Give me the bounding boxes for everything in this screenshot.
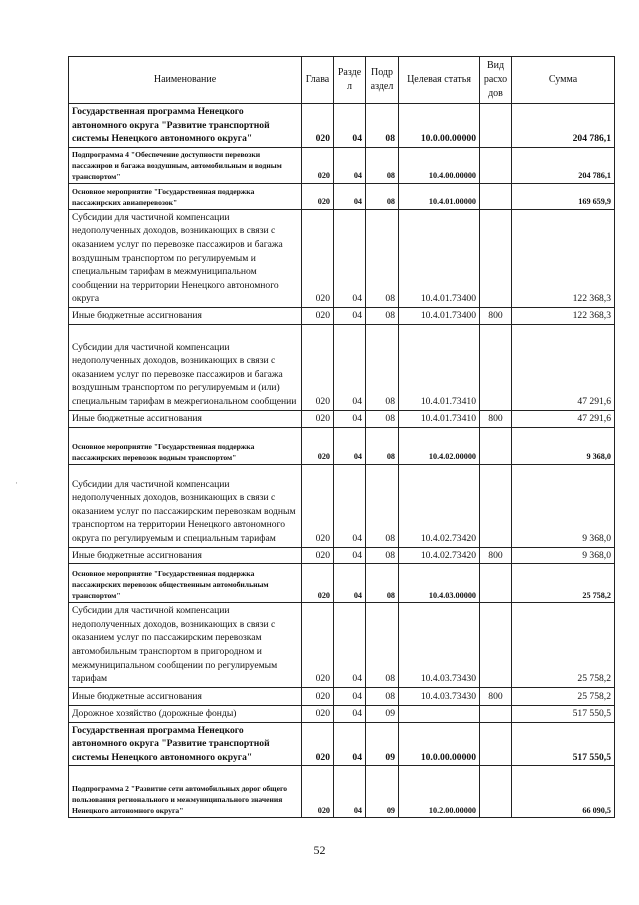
row-razdel: 04	[334, 147, 366, 183]
row-glava: 020	[302, 324, 334, 410]
row-vid	[480, 766, 512, 818]
row-podrazdel: 08	[366, 687, 399, 705]
row-glava: 020	[302, 307, 334, 324]
row-glava: 020	[302, 603, 334, 688]
row-podrazdel: 08	[366, 603, 399, 688]
row-vid	[480, 564, 512, 603]
row-podrazdel: 09	[366, 722, 399, 766]
table-row	[69, 687, 615, 705]
row-podrazdel: 08	[366, 104, 399, 148]
row-summa: 517 550,5	[512, 705, 615, 722]
row-summa: 66 090,5	[512, 766, 615, 818]
table-row	[69, 722, 615, 766]
row-razdel: 04	[334, 564, 366, 603]
row-razdel: 04	[334, 687, 366, 705]
row-summa: 204 786,1	[512, 147, 615, 183]
row-razdel: 04	[334, 722, 366, 766]
row-vid	[480, 104, 512, 148]
row-summa: 9 368,0	[512, 427, 615, 464]
row-name: Иные бюджетные ассигнования	[69, 547, 302, 564]
row-podrazdel: 08	[366, 464, 399, 547]
row-summa: 169 659,9	[512, 183, 615, 209]
row-vid	[480, 722, 512, 766]
row-razdel: 04	[334, 410, 366, 427]
row-celevaya: 10.4.01.73400	[399, 209, 480, 307]
row-podrazdel: 08	[366, 410, 399, 427]
row-celevaya: 10.4.03.73430	[399, 687, 480, 705]
row-celevaya: 10.4.02.73420	[399, 464, 480, 547]
row-celevaya: 10.0.00.00000	[399, 722, 480, 766]
col-header-celevaya: Целевая статья	[399, 57, 480, 104]
col-header-razdel: Разде л	[334, 57, 366, 104]
row-razdel: 04	[334, 307, 366, 324]
col-header-name: Наименование	[69, 57, 302, 104]
table-row	[69, 209, 615, 307]
row-razdel: 04	[334, 603, 366, 688]
row-celevaya: 10.4.02.73420	[399, 547, 480, 564]
row-name: Основное мероприятие "Государственная поддержка пассажирских авиаперевозок"	[69, 183, 302, 209]
row-summa: 517 550,5	[512, 722, 615, 766]
row-summa: 25 758,2	[512, 687, 615, 705]
table-row	[69, 564, 615, 603]
row-razdel: 04	[334, 209, 366, 307]
row-razdel: 04	[334, 705, 366, 722]
row-glava: 020	[302, 183, 334, 209]
row-vid	[480, 427, 512, 464]
row-glava: 020	[302, 410, 334, 427]
row-vid: 800	[480, 547, 512, 564]
row-summa: 25 758,2	[512, 564, 615, 603]
table-row	[69, 603, 615, 688]
row-name: Субсидии для частичной компенсации недополученных доходов, возникающих в связи с оказанием услуг по пассажирским перевозкам водным транспортом на территории Ненецкого автономного округа по регулируемым и специальным тарифам	[69, 464, 302, 547]
row-razdel: 04	[334, 766, 366, 818]
col-header-podrazdel: Подр аздел	[366, 57, 399, 104]
row-summa: 47 291,6	[512, 324, 615, 410]
row-glava: 020	[302, 464, 334, 547]
row-vid	[480, 705, 512, 722]
row-name: Основное мероприятие "Государственная поддержка пассажирских перевозок водным транспортом"	[69, 427, 302, 464]
row-summa: 9 368,0	[512, 464, 615, 547]
row-podrazdel: 09	[366, 766, 399, 818]
row-podrazdel: 08	[366, 324, 399, 410]
table-row	[69, 307, 615, 324]
row-name: Государственная программа Ненецкого автономного округа "Развитие транспортной системы Ненецкого автономного округа"	[69, 722, 302, 766]
row-celevaya: 10.4.03.00000	[399, 564, 480, 603]
row-podrazdel: 08	[366, 307, 399, 324]
table-row	[69, 183, 615, 209]
table-row	[69, 766, 615, 818]
table-row	[69, 410, 615, 427]
row-name: Подпрограмма 4 "Обеспечение доступности перевозки пассажиров и багажа воздушным, автомобильным и водным транспортом"	[69, 147, 302, 183]
row-glava: 020	[302, 687, 334, 705]
row-name: Субсидии для частичной компенсации недополученных доходов, возникающих в связи с оказанием услуг по пассажирским перевозкам автомобильным транспортом в пригородном и межмуниципальном сообщении по регулируемым тарифам	[69, 603, 302, 688]
row-vid	[480, 209, 512, 307]
row-vid	[480, 147, 512, 183]
row-celevaya: 10.4.01.00000	[399, 183, 480, 209]
row-razdel: 04	[334, 464, 366, 547]
table-row	[69, 324, 615, 410]
row-vid	[480, 464, 512, 547]
col-header-glava: Глава	[302, 57, 334, 104]
table-header-row	[69, 57, 615, 104]
row-razdel: 04	[334, 547, 366, 564]
col-header-vid: Вид расхо дов	[480, 57, 512, 104]
row-summa: 122 368,3	[512, 209, 615, 307]
row-name: Иные бюджетные ассигнования	[69, 687, 302, 705]
row-summa: 25 758,2	[512, 603, 615, 688]
row-glava: 020	[302, 547, 334, 564]
row-razdel: 04	[334, 183, 366, 209]
budget-table	[68, 56, 615, 818]
row-glava: 020	[302, 104, 334, 148]
row-celevaya: 10.0.00.00000	[399, 104, 480, 148]
table-row	[69, 547, 615, 564]
row-summa: 122 368,3	[512, 307, 615, 324]
row-name: Субсидии для частичной компенсации недополученных доходов, возникающих в связи с оказанием услуг по перевозке пассажиров и багажа воздушным транспортом по регулируемым и (или) специальным тарифам в межрегиональном сообщении	[69, 324, 302, 410]
row-razdel: 04	[334, 104, 366, 148]
row-podrazdel: 08	[366, 427, 399, 464]
row-celevaya: 10.4.03.73430	[399, 603, 480, 688]
table-row	[69, 427, 615, 464]
row-vid	[480, 603, 512, 688]
table-row	[69, 104, 615, 148]
row-vid	[480, 324, 512, 410]
row-celevaya: 10.4.02.00000	[399, 427, 480, 464]
row-glava: 020	[302, 427, 334, 464]
row-podrazdel: 08	[366, 209, 399, 307]
row-glava: 020	[302, 564, 334, 603]
row-summa: 47 291,6	[512, 410, 615, 427]
row-name: Иные бюджетные ассигнования	[69, 307, 302, 324]
row-name: Государственная программа Ненецкого автономного округа "Развитие транспортной системы Ненецкого автономного округа"	[69, 104, 302, 148]
row-vid: 800	[480, 687, 512, 705]
row-glava: 020	[302, 705, 334, 722]
row-razdel: 04	[334, 427, 366, 464]
row-name: Иные бюджетные ассигнования	[69, 410, 302, 427]
row-celevaya: 10.4.01.73410	[399, 410, 480, 427]
table-row	[69, 464, 615, 547]
page-number: 52	[313, 843, 326, 857]
row-glava: 020	[302, 209, 334, 307]
row-name: Основное мероприятие "Государственная поддержка пассажирских перевозок общественным автомобильным транспортом"	[69, 564, 302, 603]
row-podrazdel: 09	[366, 705, 399, 722]
table-row	[69, 705, 615, 722]
row-vid: 800	[480, 410, 512, 427]
col-header-summa: Сумма	[512, 57, 615, 104]
row-glava: 020	[302, 722, 334, 766]
row-celevaya	[399, 705, 480, 722]
row-celevaya: 10.4.01.73400	[399, 307, 480, 324]
table-row	[69, 147, 615, 183]
row-celevaya: 10.4.00.00000	[399, 147, 480, 183]
row-celevaya: 10.2.00.00000	[399, 766, 480, 818]
row-podrazdel: 08	[366, 547, 399, 564]
row-glava: 020	[302, 766, 334, 818]
row-podrazdel: 08	[366, 564, 399, 603]
row-glava: 020	[302, 147, 334, 183]
row-podrazdel: 08	[366, 183, 399, 209]
margin-mark: ·	[15, 478, 18, 488]
row-vid	[480, 183, 512, 209]
row-name: Подпрограмма 2 "Развитие сети автомобильных дорог общего пользования регионального и межмуниципального значения Ненецкого автономного округа"	[69, 766, 302, 818]
row-vid: 800	[480, 307, 512, 324]
row-summa: 204 786,1	[512, 104, 615, 148]
row-razdel: 04	[334, 324, 366, 410]
row-name: Субсидии для частичной компенсации недополученных доходов, возникающих в связи с оказанием услуг по перевозке пассажиров и багажа воздушным транспортом по регулируемым и специальным тарифам в межмуниципальном сообщении на территории Ненецкого автономного округа	[69, 209, 302, 307]
row-podrazdel: 08	[366, 147, 399, 183]
row-summa: 9 368,0	[512, 547, 615, 564]
row-name: Дорожное хозяйство (дорожные фонды)	[69, 705, 302, 722]
row-celevaya: 10.4.01.73410	[399, 324, 480, 410]
